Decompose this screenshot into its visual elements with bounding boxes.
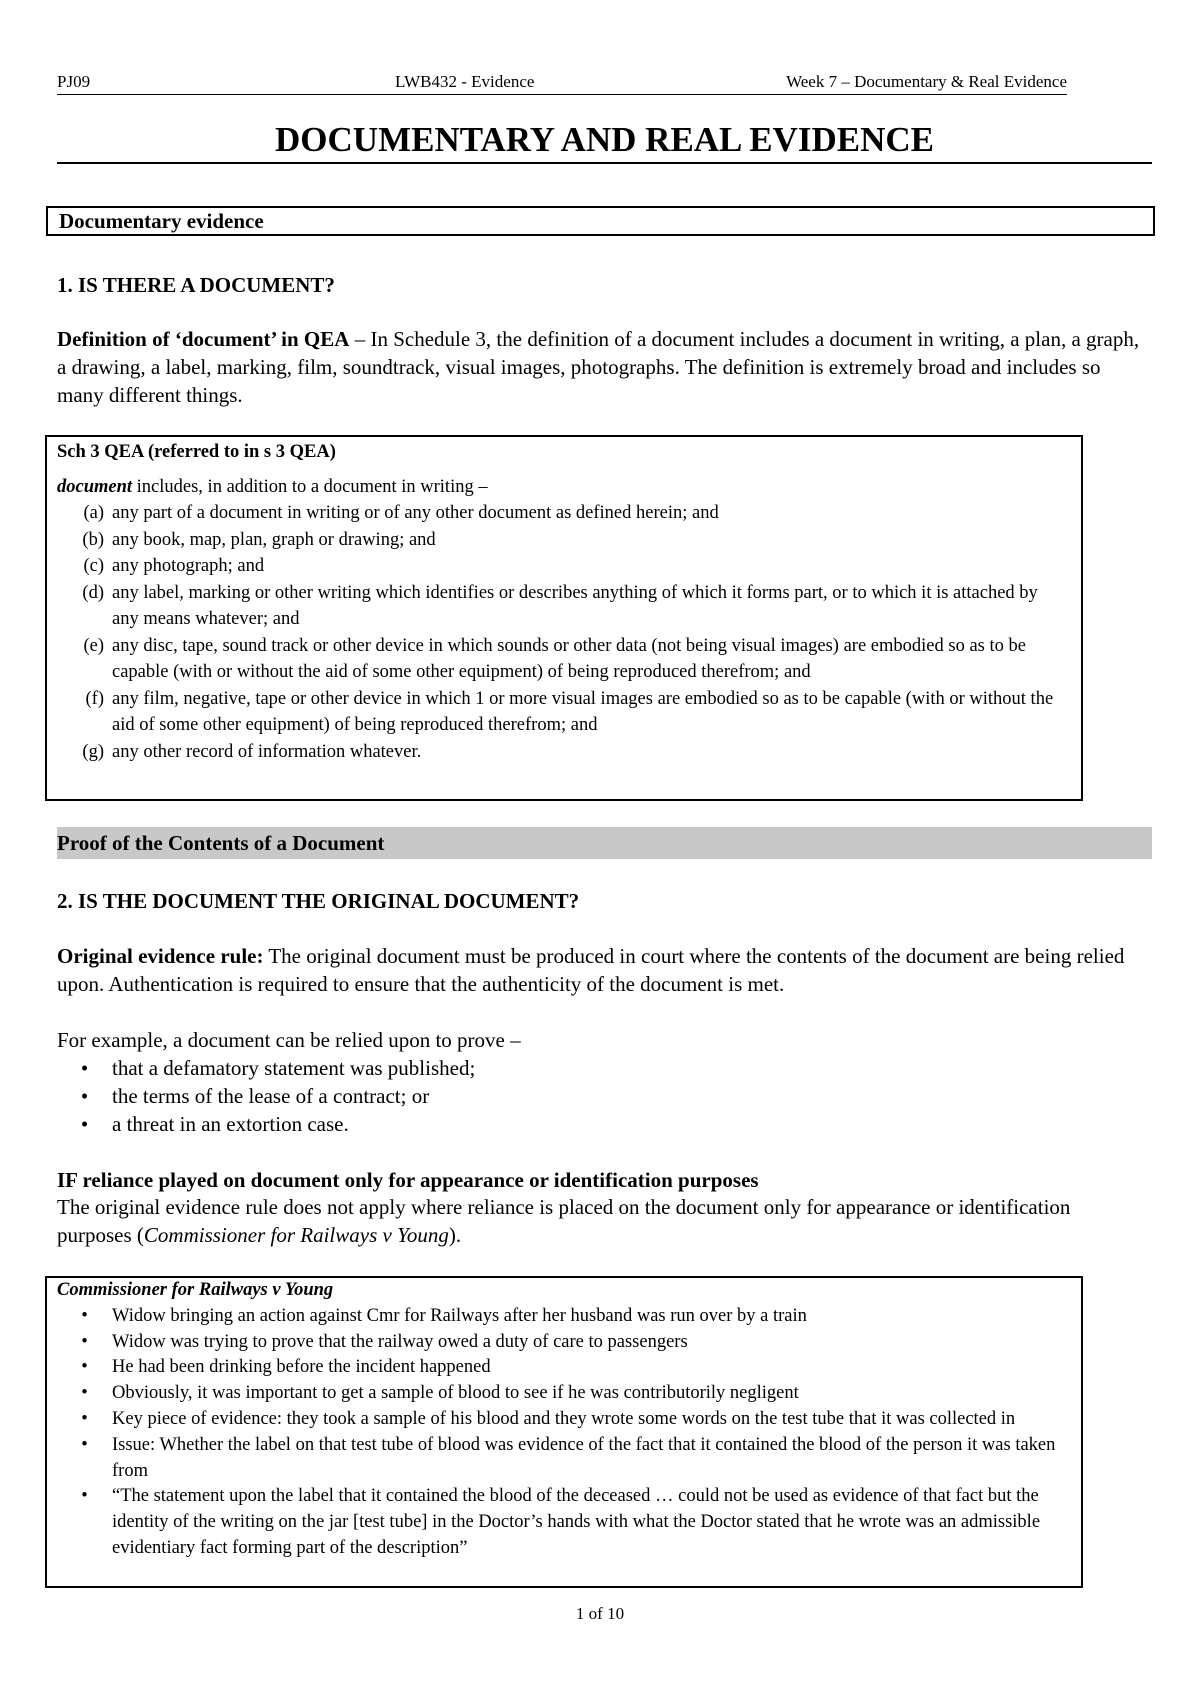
header-course: LWB432 - Evidence <box>395 72 535 91</box>
statute-item-marker: (c) <box>83 556 104 576</box>
page-title: DOCUMENTARY AND REAL EVIDENCE <box>57 118 1152 164</box>
case-point-text: Obviously, it was important to get a sample of blood to see if he was contributorily negligent <box>112 1383 799 1404</box>
appearance-text-1: The original evidence rule does not apply where reliance is placed on the document only for appearance or identification purposes ( <box>57 1195 1071 1247</box>
statute-item-text: any photograph; and <box>112 556 265 576</box>
case-point-text: Issue: Whether the label on that test tube of blood was evidence of the fact that it contained the blood of the person it was taken from <box>112 1434 1056 1481</box>
case-point-text: He had been drinking before the incident happened <box>112 1357 491 1378</box>
statute-item-marker: (a) <box>83 503 104 523</box>
list-item <box>57 1330 1081 1356</box>
list-item <box>57 1484 1081 1561</box>
appearance-case-name: Commissioner for Railways v Young <box>143 1223 449 1247</box>
list-item <box>57 1381 1081 1407</box>
statute-item-marker: (e) <box>83 635 104 656</box>
example-text: a threat in an extortion case. <box>112 1112 349 1136</box>
statute-item-text: any part of a document in writing or of any other document as defined herein; and <box>112 503 719 523</box>
statute-box <box>45 435 1083 801</box>
statute-item-text: any film, negative, tape or other device in which 1 or more visual images are embodied so as to be capable (with or without the aid of some other equipment) of being reproduced therefrom; and <box>112 688 1054 735</box>
statute-heading: Sch 3 QEA (referred to in s 3 QEA) <box>57 442 336 462</box>
statute-item <box>57 553 1081 580</box>
rule-label: Original evidence rule: <box>57 944 264 968</box>
statute-intro <box>57 474 1081 501</box>
original-evidence-rule-paragraph <box>57 942 1142 998</box>
bullet-icon: • <box>80 1084 89 1108</box>
rule-text: The original document must be produced in court where the contents of the document are being relied upon. Authentication is required to ensure that the authenticity of the document is met. <box>57 944 1125 996</box>
case-point-text: Key piece of evidence: they took a sample of his blood and they wrote some words on the test tube that it was collected in <box>112 1408 1016 1429</box>
bullet-icon: • <box>80 1112 89 1136</box>
bullet-icon: • <box>80 1056 89 1080</box>
question-heading-1: 1. IS THERE A DOCUMENT? <box>57 273 335 297</box>
bullet-icon: • <box>81 1357 88 1378</box>
section-heading-proof: Proof of the Contents of a Document <box>57 827 1152 859</box>
case-point-text: Widow was trying to prove that the railway owed a duty of care to passengers <box>112 1331 688 1352</box>
statute-item <box>57 686 1081 739</box>
example-text: that a defamatory statement was published; <box>112 1056 476 1080</box>
example-text: the terms of the lease of a contract; or <box>112 1084 430 1108</box>
definition-paragraph <box>57 325 1142 409</box>
list-item <box>57 1304 1081 1330</box>
definition-text: – In Schedule 3, the definition of a document includes a document in writing, a plan, a graph, a drawing, a label, marking, film, soundtrack, visual images, photographs. The definition is extremely broad and includes so many different things. <box>57 327 1140 407</box>
bullet-icon: • <box>81 1305 88 1326</box>
case-point-text: “The statement upon the label that it contained the blood of the deceased … could not be used as evidence of that fact but the identity of the writing on the jar [test tube] in the Doctor’s hands with what the Doctor stated that he wrote was an admissible evidentiary fact forming part of the description” <box>112 1486 1041 1558</box>
section-heading-documentary: Documentary evidence <box>46 206 1155 236</box>
definition-label: Definition of ‘document’ in QEA <box>57 327 350 351</box>
list-item <box>57 1355 1081 1381</box>
statute-item <box>57 633 1081 686</box>
statute-item-text: any book, map, plan, graph or drawing; and <box>112 529 436 550</box>
statute-term: document <box>57 476 133 497</box>
statute-item <box>57 527 1081 554</box>
list-item <box>57 1433 1081 1485</box>
statute-item <box>57 580 1081 633</box>
bullet-icon: • <box>81 1383 88 1404</box>
statute-item-marker: (f) <box>85 688 104 709</box>
example-intro: For example, a document can be relied upon to prove – <box>57 1028 521 1052</box>
bullet-icon: • <box>81 1486 88 1507</box>
appearance-text-2: ). <box>448 1223 462 1247</box>
statute-item-marker: (d) <box>82 582 104 603</box>
bullet-icon: • <box>81 1408 88 1429</box>
statute-item-text: any label, marking or other writing which identifies or describes anything of which it forms part, or to which it is attached by any means whatever; and <box>112 582 1038 629</box>
list-item <box>57 1110 657 1138</box>
list-item <box>57 1082 657 1110</box>
case-heading: Commissioner for Railways v Young <box>57 1280 334 1300</box>
appearance-paragraph <box>57 1193 1142 1249</box>
header-code: PJ09 <box>57 72 91 91</box>
statute-item-text: any other record of information whatever. <box>112 741 422 762</box>
case-box <box>45 1276 1083 1588</box>
statute-item <box>57 739 1081 766</box>
statute-item-text: any disc, tape, sound track or other device in which sounds or other data (not being visual images) are embodied so as to be capable (with or without the aid of some other equipment) of being reproduced therefrom; and <box>112 635 1026 682</box>
question-heading-2: 2. IS THE DOCUMENT THE ORIGINAL DOCUMENT? <box>57 889 580 913</box>
header-week: Week 7 – Documentary & Real Evidence <box>786 72 1067 91</box>
bullet-icon: • <box>81 1331 88 1352</box>
case-point-text: Widow bringing an action against Cmr for Railways after her husband was run over by a train <box>112 1305 807 1326</box>
list-item <box>57 1054 657 1082</box>
statute-item <box>57 500 1081 527</box>
example-list <box>57 1054 657 1138</box>
running-header <box>57 72 1067 95</box>
subheading-appearance: IF reliance played on document only for appearance or identification purposes <box>57 1168 759 1192</box>
bullet-icon: • <box>81 1434 88 1455</box>
page-number: 1 of 10 <box>575 1604 625 1623</box>
list-item <box>57 1407 1081 1433</box>
case-points-list <box>57 1304 1081 1562</box>
statute-item-marker: (g) <box>82 741 104 762</box>
statute-intro-text: includes, in addition to a document in writing – <box>132 476 488 497</box>
statute-item-marker: (b) <box>82 529 104 550</box>
statute-list <box>57 500 1081 765</box>
